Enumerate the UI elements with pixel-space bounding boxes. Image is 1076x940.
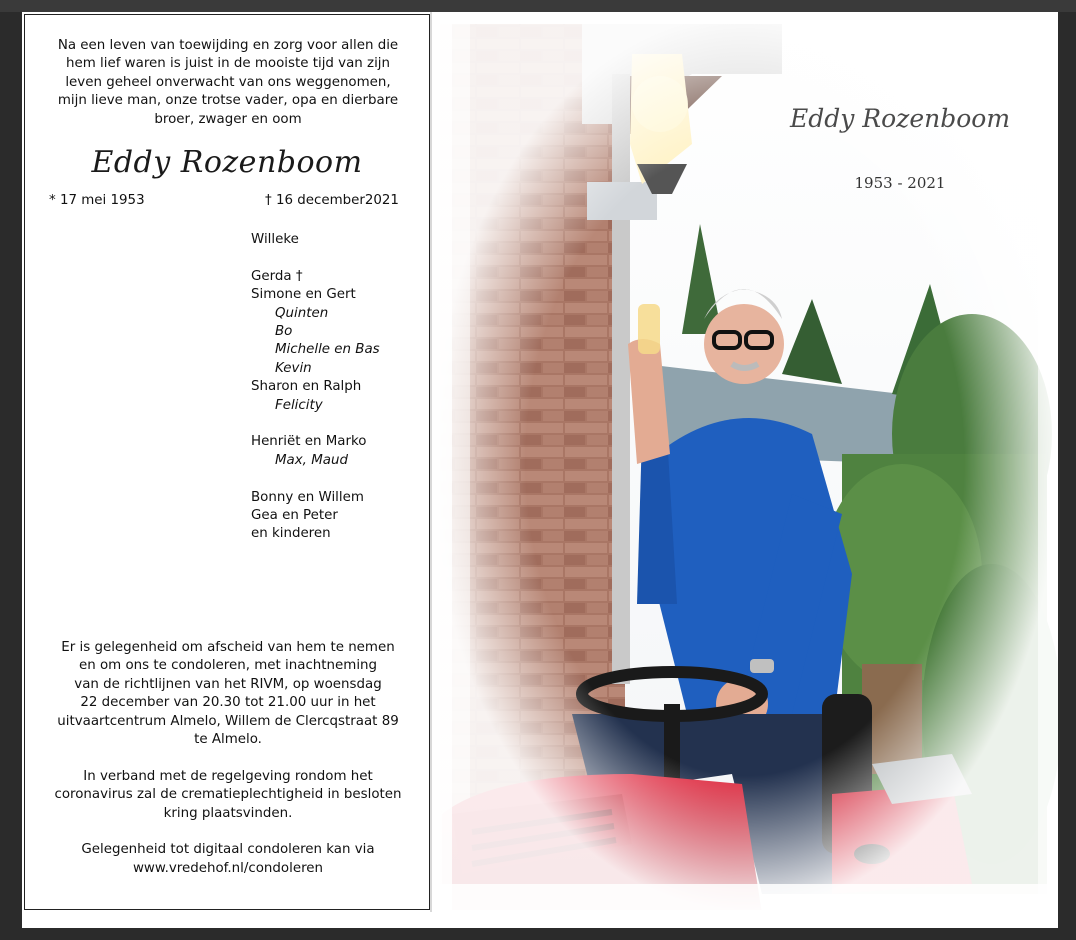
notice-line: kring plaatsvinden. [163,805,293,821]
window-frame-bottom [0,928,1076,940]
portrait-photo [432,14,1058,910]
notice-line: In verband met de regelgeving rondom het [83,768,373,784]
family-member: en kinderen [251,526,331,542]
family-list [251,231,380,544]
family-member: Henriët en Marko [251,434,367,450]
family-spacer [251,415,380,433]
family-member: Simone en Gert [251,287,356,303]
intro-line: Na een leven van toewijding en zorg voor allen die [57,38,399,53]
window-frame-top [0,0,1076,12]
intro-line: leven geheel onverwacht van ons weggenomen, [65,74,391,90]
family-grandchild: Felicity [275,397,323,413]
family-spacer [251,470,380,488]
notice-line: en om ons te condoleren, met inachtneming [78,658,378,674]
intro-line: hem lief waren is juist in de mooiste tijd van zijn [66,56,390,72]
family-member: Sharon en Ralph [251,379,362,395]
notice-paragraph [39,841,417,878]
obituary-text-panel [24,14,430,910]
family-grandchild: Michelle en Bas [275,342,380,358]
family-grandchild: Max, Maud [275,452,348,468]
intro-line: mijn lieve man, onze trotse vader, opa en dierbare [57,93,399,109]
intro-line: broer, zwager en oom [154,111,302,127]
notice-line: 22 december van 20.30 tot 21.00 uur in het [80,695,376,711]
notice-line: www.vredehof.nl/condoleren [132,860,324,876]
photo-name: Eddy Rozenboom [789,104,1011,133]
family-grandchild: Kevin [275,360,312,376]
family-member: Gerda † [251,268,303,284]
intro-text [39,37,417,129]
family-member: Gea en Peter [251,508,338,524]
family-grandchild: Bo [275,324,293,340]
family-grandchild: Quinten [275,305,329,321]
funeral-notice [39,639,417,897]
notice-line: van de richtlijnen van het RIVM, op woensdag [74,676,382,692]
photo-years: 1953 - 2021 [854,174,946,192]
notice-line: uitvaartcentrum Almelo, Willem de Clercqstraat 89 [57,713,399,729]
death-date: † 16 december2021 [265,193,399,208]
notice-line: te Almelo. [194,732,262,748]
notice-line: Gelegenheid tot digitaal condoleren kan via [81,842,375,858]
notice-paragraph [39,768,417,823]
notice-line: Er is gelegenheid om afscheid van hem te nemen [61,640,395,655]
family-spacer [251,249,380,267]
notice-paragraph [39,639,417,749]
birth-date: * 17 mei 1953 [49,193,145,208]
notice-line: coronavirus zal de crematieplechtigheid in besloten [54,787,402,803]
family-member: Bonny en Willem [251,489,364,505]
deceased-name: Eddy Rozenboom [91,145,363,180]
photo-illustration [432,14,1058,910]
family-member: Willeke [251,232,299,247]
